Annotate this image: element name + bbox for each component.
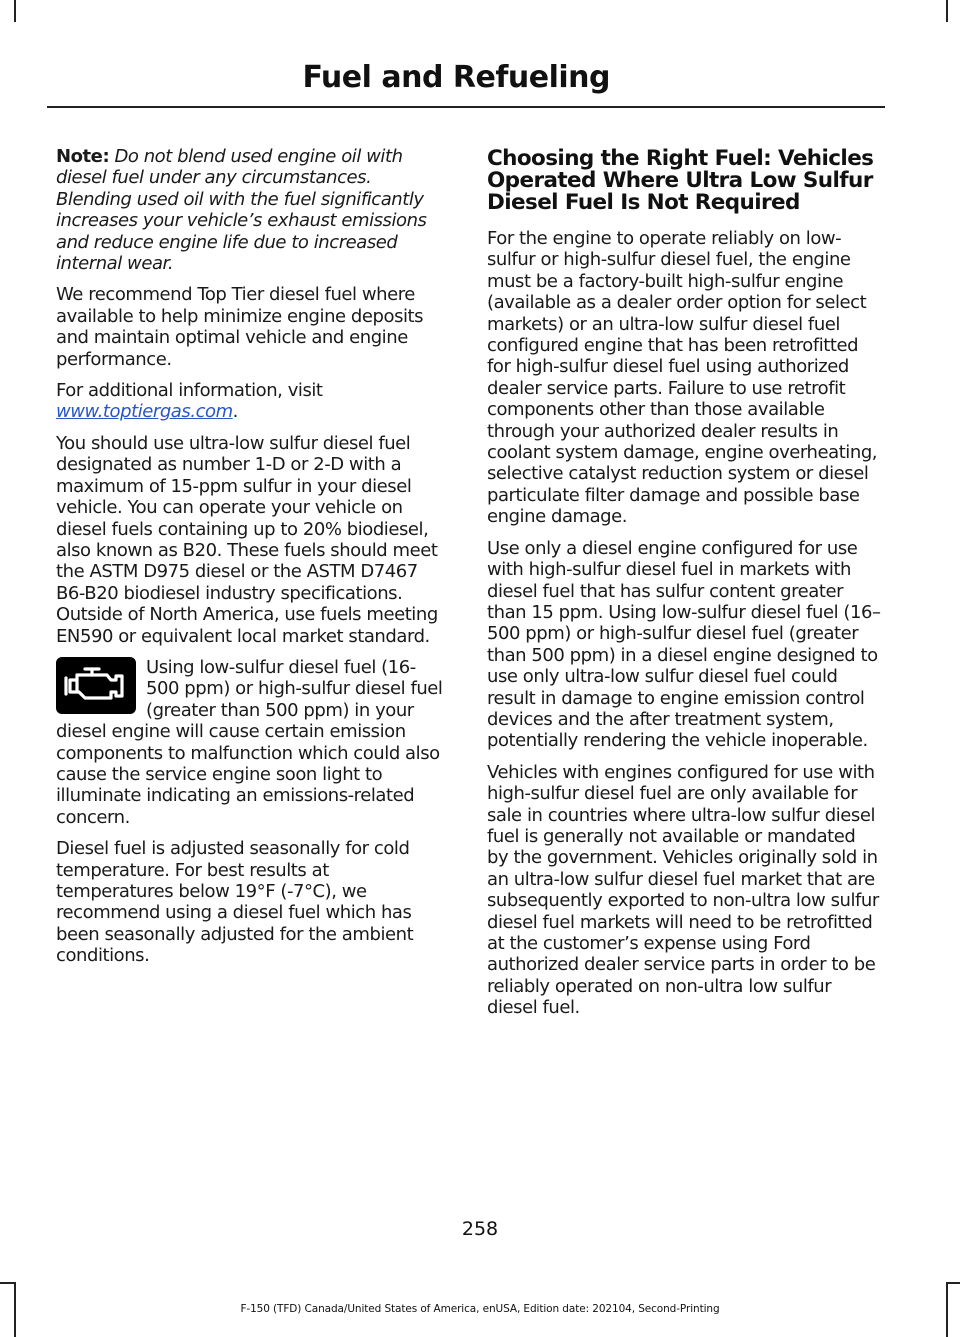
export-paragraph: Vehicles with engines configured for use with high-sulfur diesel fuel are only available for sale in countries where ultra-low sulfur diesel fuel is generally not available or mandated by the government. Vehicles originally sold in an ultra-low sulfur diesel fuel market that are subsequently exported to non-ultra low sulfur diesel fuel markets will need to be retrofitted at the customer’s expense using Ford authorized dealer service parts in order to be reliably operated on non-ultra low sulfur diesel fuel. <box>487 761 879 1019</box>
crop-mark-top-left-v <box>14 0 16 22</box>
warning-text: Using low-sulfur diesel fuel (16-500 ppm) or high-sulfur diesel fuel (greater than 500 ppm) in your diesel engine will cause certain emission components to malfunction which could also cause the service engine soon light to illuminate indicating an emissions-related concern. <box>56 656 443 828</box>
top-tier-paragraph: We recommend Top Tier diesel fuel where available to help minimize engine deposits and maintain optimal vehicle and engine performance. <box>56 284 424 370</box>
crop-mark-top-right-v <box>946 0 948 22</box>
crop-mark-bottom-left-h <box>0 1282 15 1284</box>
page-number: 258 <box>461 1218 499 1240</box>
header-rule <box>47 106 885 108</box>
additional-info-paragraph <box>56 380 448 423</box>
toptiergas-link[interactable]: www.toptiergas.com <box>56 401 233 423</box>
ultra-low-sulfur-paragraph: You should use ultra-low sulfur diesel fuel designated as number 1-D or 2-D with a maximum of 15-ppm sulfur in your diesel vehicle. You can operate your vehicle on diesel fuels containing up to 20% biodiesel, also known as B20. These fuels should meet the ASTM D975 diesel or the ASTM D7467 B6-B20 biodiesel industry specifications. Outside of North America, use fuels meeting EN590 or equivalent local market standard. <box>56 432 438 647</box>
high-sulfur-use-paragraph: Use only a diesel engine configured for use with high-sulfur diesel fuel in markets with diesel fuel that has sulfur content greater than 15 ppm. Using low-sulfur diesel fuel (16–500 ppm) or high-sulfur diesel fuel (greater than 500 ppm) in a diesel engine designed to use only ultra-low sulfur diesel fuel could result in damage to engine emission control devices and the after treatment system, potentially rendering the vehicle inoperable. <box>487 537 881 752</box>
section-title: Fuel and Refueling <box>302 60 610 95</box>
warning-paragraph <box>56 657 448 828</box>
left-column <box>56 146 448 977</box>
additional-info-suffix: . <box>232 401 238 423</box>
factory-built-paragraph: For the engine to operate reliably on low-sulfur or high-sulfur diesel fuel, the engine must be a factory-built high-sulfur engine (available as a dealer order option for select markets) or an ultra-low sulfur diesel fuel configured engine that has been retrofitted for high-sulfur diesel fuel using authorized dealer service parts. Failure to use retrofit components other than those available through your authorized dealer results in coolant system damage, engine overheating, selective catalyst reduction system or diesel particulate filter damage and possible base engine damage. <box>487 228 878 528</box>
section-heading: Choosing the Right Fuel: Vehicles Operated Where Ultra Low Sulfur Diesel Fuel Is Not Required <box>487 146 874 215</box>
additional-info-prefix: For additional information, visit <box>56 380 323 402</box>
crop-mark-bottom-right-h <box>946 1282 960 1284</box>
edition-footer: F-150 (TFD) Canada/United States of America, enUSA, Edition date: 202104, Second-Printing <box>240 1303 720 1315</box>
note-paragraph <box>56 146 448 274</box>
engine-icon <box>56 657 136 714</box>
seasonal-paragraph: Diesel fuel is adjusted seasonally for cold temperature. For best results at temperatures below 19°F (-7°C), we recommend using a diesel fuel which has been seasonally adjusted for the ambient conditions. <box>56 838 414 967</box>
note-text: Do not blend used engine oil with diesel fuel under any circumstances. Blending used oil with the fuel significantly increases your vehicle’s exhaust emissions and reduce engine life due to increased internal wear. <box>56 146 427 275</box>
right-column <box>487 148 881 1029</box>
note-label: Note: <box>56 146 110 167</box>
